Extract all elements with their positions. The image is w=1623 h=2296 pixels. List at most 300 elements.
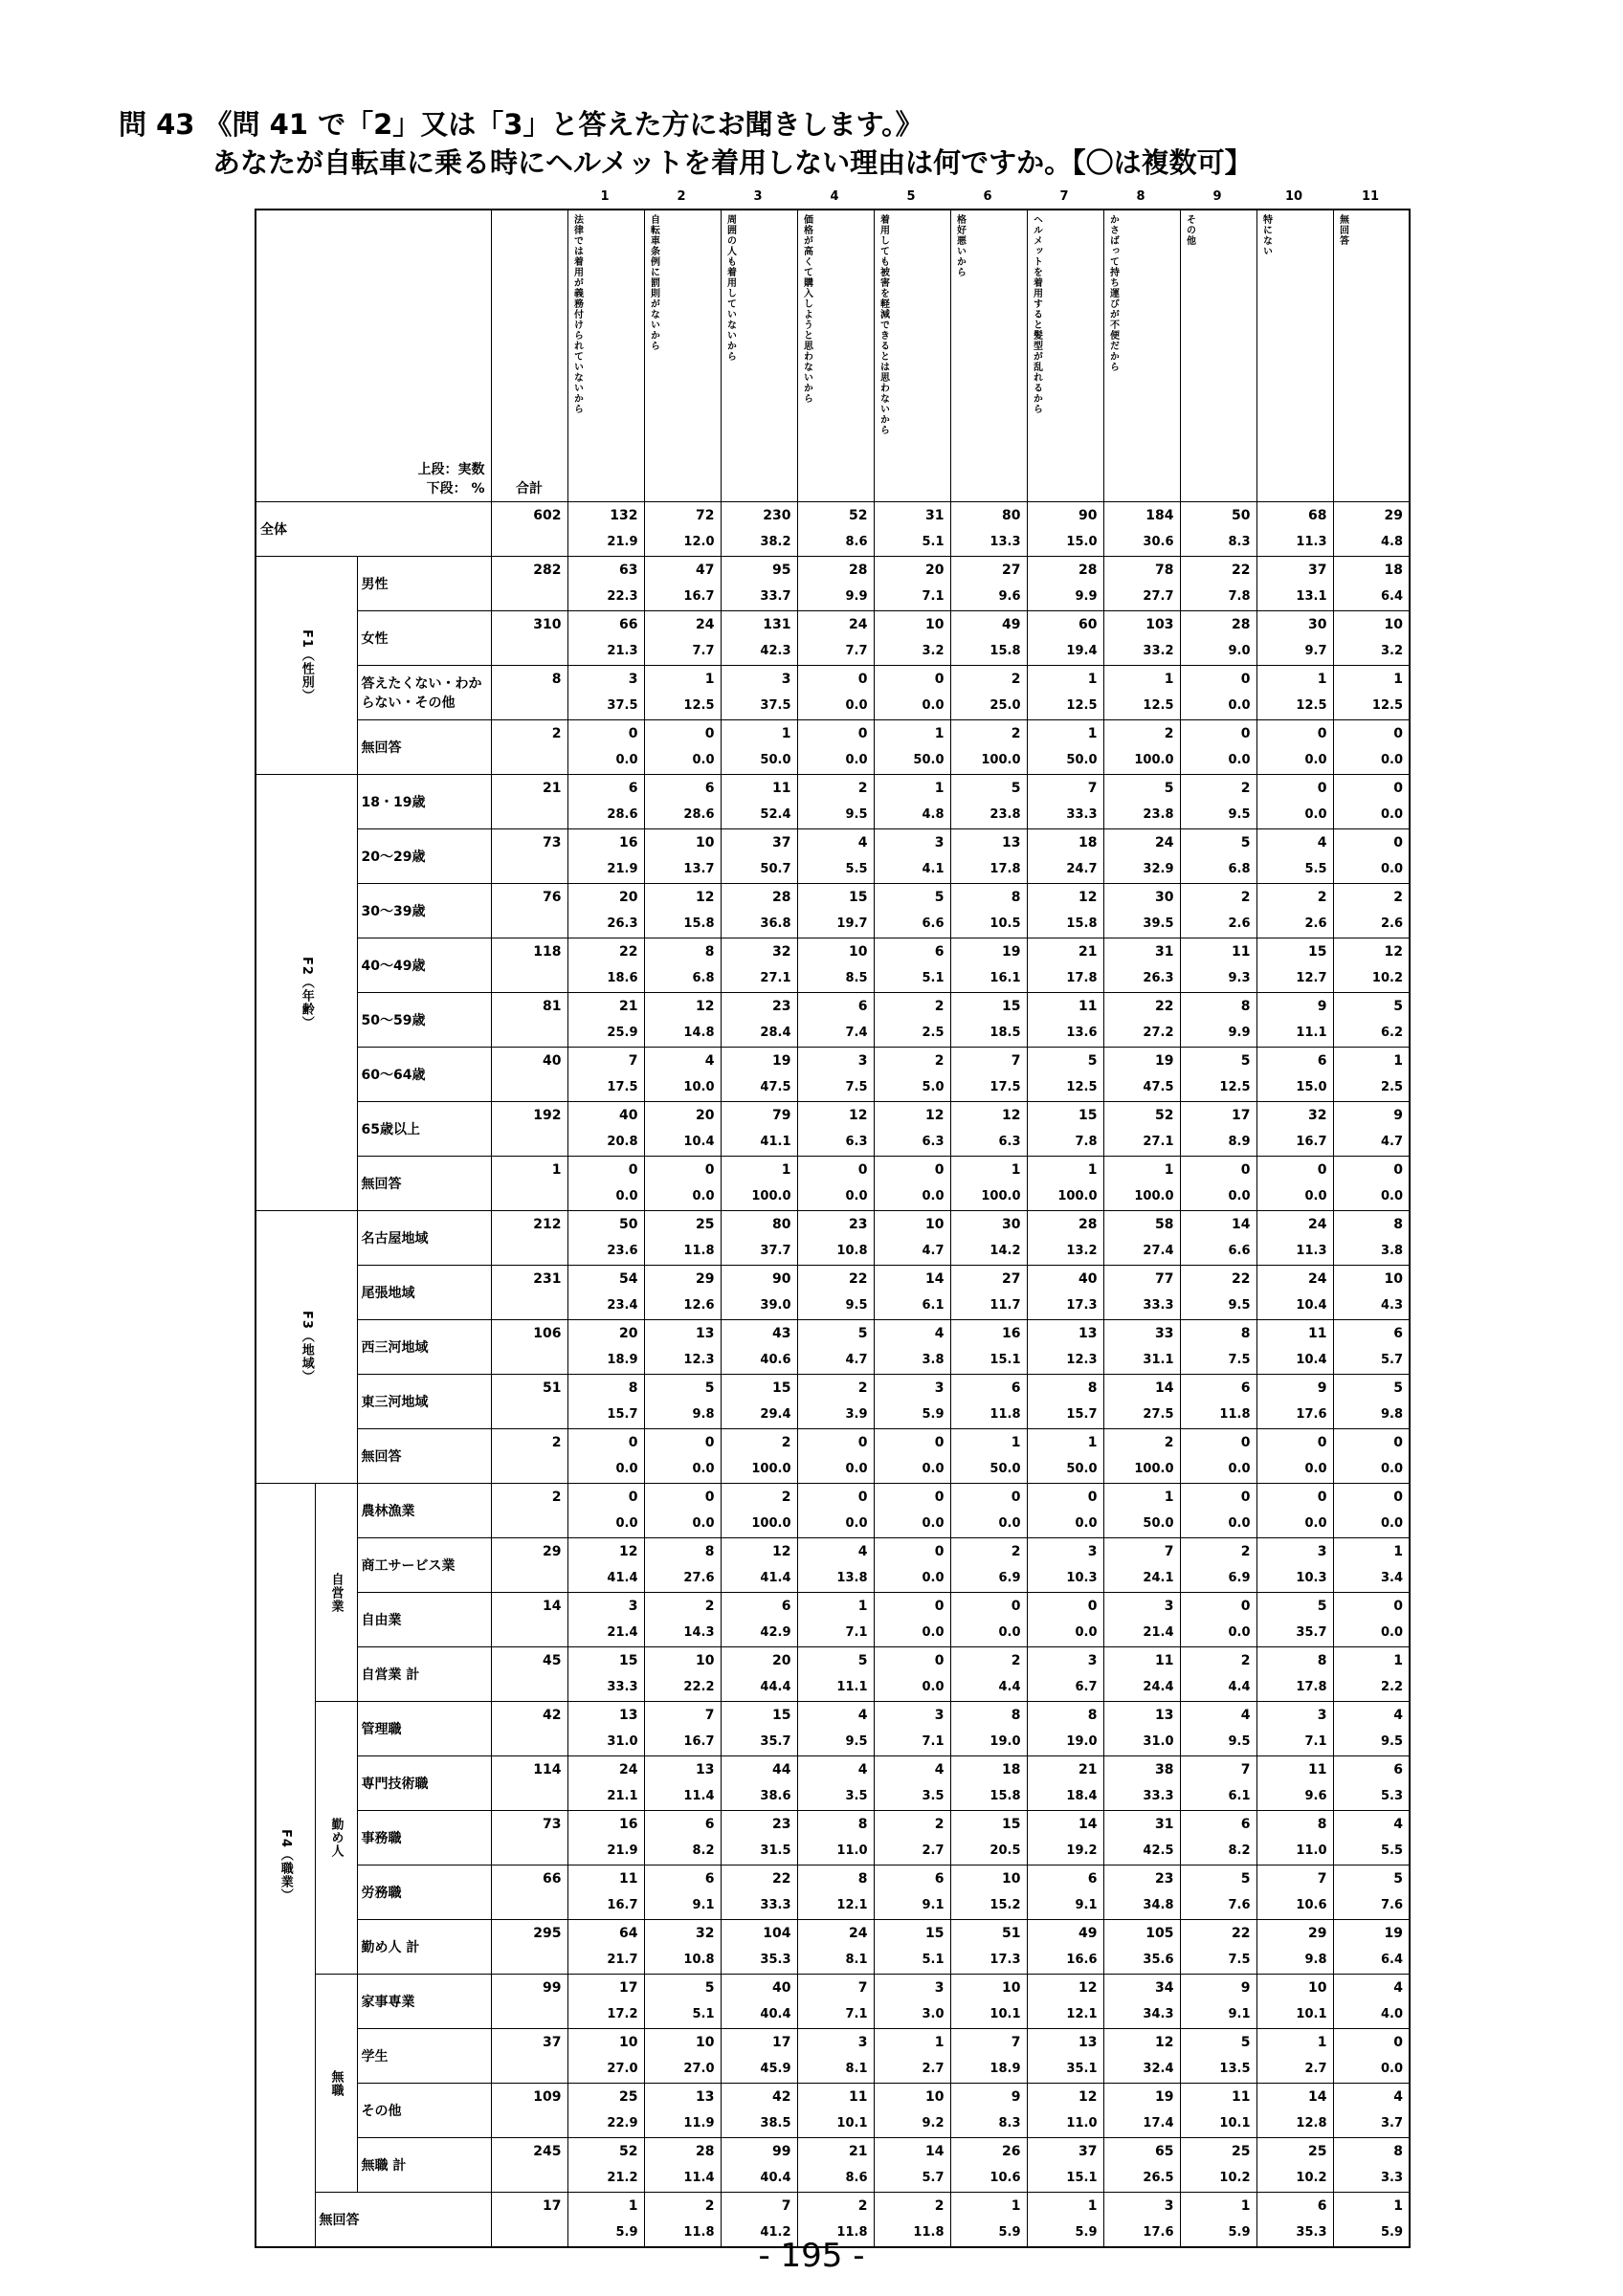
- count-value: 0: [934, 672, 945, 687]
- count-value: 0: [1240, 1599, 1251, 1614]
- count-value: 14: [925, 2144, 945, 2159]
- column-number: 1: [600, 189, 610, 204]
- percent-value: 0.0: [922, 1571, 945, 1585]
- group-label: [256, 1211, 357, 1484]
- percent-value: 12.5: [683, 698, 715, 713]
- percent-value: 9.7: [1304, 644, 1327, 658]
- data-cell: [1180, 1538, 1256, 1593]
- count-value: 131: [763, 617, 791, 632]
- data-cell: [1103, 2029, 1180, 2084]
- data-cell: [644, 993, 721, 1048]
- percent-value: 13.7: [683, 862, 715, 876]
- percent-value: 26.3: [1143, 971, 1174, 985]
- percent-value: 10.0: [683, 1080, 715, 1094]
- percent-value: 28.4: [760, 1026, 791, 1040]
- percent-value: 19.4: [1066, 644, 1098, 658]
- percent-blank: [492, 638, 567, 665]
- percent-value: 2.5: [922, 1026, 945, 1040]
- percent-value: 9.1: [692, 1898, 715, 1912]
- count-value: 4: [857, 1762, 868, 1777]
- data-cell: [567, 1593, 644, 1647]
- percent-value: 16.7: [683, 589, 715, 604]
- count-value: 6: [704, 1871, 715, 1887]
- data-cell: [1180, 829, 1256, 884]
- count-value: 66: [543, 1871, 562, 1887]
- percent-value: 9.0: [1228, 644, 1251, 658]
- count-value: 0: [628, 1162, 638, 1178]
- percent-value: 2.6: [1228, 916, 1251, 931]
- percent-value: 9.1: [922, 1898, 945, 1912]
- row-label: 自営業 計: [357, 1647, 491, 1702]
- column-header: [1103, 210, 1180, 502]
- percent-value: 34.3: [1143, 2007, 1174, 2021]
- count-value: 15: [1078, 1108, 1098, 1123]
- percent-value: 27.7: [1143, 589, 1174, 604]
- count-value: 0: [1393, 1599, 1403, 1614]
- column-number: 2: [677, 189, 686, 204]
- count-value: 10: [696, 835, 715, 850]
- row-label: 無回答: [357, 720, 491, 775]
- percent-blank: [492, 802, 567, 828]
- percent-value: 5.9: [1075, 2225, 1098, 2240]
- percent-value: 44.4: [760, 1680, 791, 1694]
- count-value: 0: [857, 1435, 868, 1450]
- count-value: 4: [1393, 1980, 1403, 1996]
- count-value: 7: [1011, 2035, 1021, 2050]
- percent-value: 0.0: [1228, 1625, 1251, 1640]
- count-value: 11: [1308, 1326, 1327, 1341]
- data-cell: [950, 1375, 1027, 1429]
- percent-value: 50.7: [760, 862, 791, 876]
- count-value: 0: [1317, 726, 1327, 741]
- count-value: 105: [1145, 1926, 1174, 1941]
- table-row: [256, 1211, 1410, 1266]
- percent-value: 2.2: [1380, 1680, 1403, 1694]
- percent-blank: [492, 2001, 567, 2028]
- count-value: 6: [1317, 2198, 1327, 2214]
- percent-value: 16.1: [989, 971, 1021, 985]
- table-row: [256, 611, 1410, 666]
- count-value: 5: [704, 1980, 715, 1996]
- count-value: 0: [934, 1435, 945, 1450]
- data-cell: [797, 1538, 874, 1593]
- count-value: 23: [772, 1817, 791, 1832]
- data-cell: [1180, 1647, 1256, 1702]
- table-row: [256, 938, 1410, 993]
- percent-value: 9.8: [1304, 1953, 1327, 1967]
- percent-value: 3.8: [922, 1353, 945, 1367]
- data-cell: [1256, 1538, 1333, 1593]
- data-cell: [1027, 2084, 1103, 2138]
- percent-value: 22.2: [683, 1680, 715, 1694]
- percent-value: 8.3: [998, 2116, 1021, 2130]
- count-value: 11: [1308, 1762, 1327, 1777]
- count-value: 184: [1145, 508, 1174, 523]
- count-value: 52: [619, 2144, 638, 2159]
- count-value: 3: [628, 672, 638, 687]
- count-value: 64: [619, 1926, 638, 1941]
- percent-value: 20.5: [989, 1843, 1021, 1858]
- data-cell: [1180, 611, 1256, 666]
- count-value: 90: [772, 1271, 791, 1287]
- data-cell: [874, 993, 950, 1048]
- data-cell: [1333, 1102, 1410, 1157]
- count-value: 295: [533, 1926, 562, 1941]
- percent-value: 11.0: [1066, 2116, 1098, 2130]
- count-value: 0: [1011, 1599, 1021, 1614]
- data-cell: [1256, 611, 1333, 666]
- data-cell: [644, 1975, 721, 2029]
- data-cell: [950, 1157, 1027, 1211]
- legend-bottom: 下段： %: [426, 481, 485, 497]
- percent-value: 15.7: [607, 1407, 638, 1422]
- data-cell: [721, 1920, 797, 1975]
- percent-value: 5.9: [1228, 2225, 1251, 2240]
- data-cell: [874, 1920, 950, 1975]
- data-cell: [950, 2138, 1027, 2193]
- percent-blank: [492, 1511, 567, 1537]
- data-cell: [797, 502, 874, 557]
- percent-value: 32.9: [1143, 862, 1174, 876]
- data-cell: [1180, 884, 1256, 938]
- count-value: 28: [1078, 1217, 1098, 1232]
- count-value: 22: [849, 1271, 868, 1287]
- percent-value: 41.2: [760, 2225, 791, 2240]
- percent-value: 15.1: [1066, 2171, 1098, 2185]
- row-label: 商工サービス業: [357, 1538, 491, 1593]
- count-value: 8: [1240, 1326, 1251, 1341]
- data-cell: [1333, 1048, 1410, 1102]
- data-cell: [1027, 1375, 1103, 1429]
- percent-value: 12.8: [1296, 2116, 1327, 2130]
- data-cell: [950, 1211, 1027, 1266]
- data-cell: [567, 557, 644, 611]
- percent-value: 9.9: [845, 589, 868, 604]
- data-cell: [1027, 2138, 1103, 2193]
- column-header: [721, 210, 797, 502]
- total-cell: [491, 502, 567, 557]
- count-value: 245: [533, 2144, 562, 2159]
- group-label-text: F3（地域）: [299, 1311, 314, 1383]
- count-value: 12: [1078, 890, 1098, 905]
- count-value: 0: [704, 1162, 715, 1178]
- percent-value: 3.4: [1380, 1571, 1403, 1585]
- data-cell: [797, 1211, 874, 1266]
- percent-value: 6.1: [922, 1298, 945, 1313]
- count-value: 7: [1011, 1053, 1021, 1069]
- data-cell: [721, 884, 797, 938]
- data-cell: [1180, 1429, 1256, 1484]
- percent-value: 39.0: [760, 1298, 791, 1313]
- table-row: [256, 720, 1410, 775]
- percent-value: 18.9: [607, 1353, 638, 1367]
- data-cell: [874, 1866, 950, 1920]
- count-value: 1: [1317, 2035, 1327, 2050]
- row-label: 無職 計: [357, 2138, 491, 2193]
- data-cell: [567, 1538, 644, 1593]
- count-value: 40: [1078, 1271, 1098, 1287]
- table-row: [256, 1266, 1410, 1320]
- data-cell: [721, 1756, 797, 1811]
- data-cell: [567, 1266, 644, 1320]
- table-row: [256, 1975, 1410, 2029]
- percent-value: 13.1: [1296, 589, 1327, 604]
- count-value: 3: [1087, 1653, 1098, 1668]
- count-value: 12: [696, 999, 715, 1014]
- count-value: 2: [934, 1053, 945, 1069]
- count-value: 10: [696, 2035, 715, 2050]
- count-value: 8: [628, 1380, 638, 1396]
- data-cell: [1333, 775, 1410, 829]
- data-cell: [721, 2029, 797, 2084]
- percent-value: 100.0: [1134, 753, 1174, 767]
- percent-value: 5.5: [1304, 862, 1327, 876]
- data-cell: [721, 557, 797, 611]
- data-cell: [1027, 1920, 1103, 1975]
- percent-value: 8.2: [692, 1843, 715, 1858]
- column-header: [874, 210, 950, 502]
- row-label: 女性: [357, 611, 491, 666]
- data-cell: [1180, 557, 1256, 611]
- count-value: 3: [1164, 2198, 1174, 2214]
- percent-value: 6.9: [998, 1571, 1021, 1585]
- percent-value: 0.0: [1380, 1625, 1403, 1640]
- data-cell: [874, 557, 950, 611]
- data-cell: [950, 611, 1027, 666]
- count-value: 0: [934, 1162, 945, 1178]
- percent-value: 15.2: [989, 1898, 1021, 1912]
- column-header-text: その他: [1184, 214, 1195, 246]
- percent-value: 10.5: [989, 916, 1021, 931]
- percent-value: 5.1: [692, 2007, 715, 2021]
- count-value: 22: [1232, 1271, 1251, 1287]
- data-cell: [644, 1702, 721, 1756]
- data-cell: [644, 1811, 721, 1866]
- data-cell: [1103, 1320, 1180, 1375]
- percent-value: 4.7: [922, 1244, 945, 1258]
- column-header-text: 特にない: [1260, 214, 1272, 256]
- count-value: 54: [619, 1271, 638, 1287]
- percent-blank: [492, 584, 567, 610]
- percent-value: 0.0: [692, 1516, 715, 1531]
- percent-value: 10.3: [1296, 1571, 1327, 1585]
- percent-value: 27.0: [683, 2062, 715, 2076]
- data-cell: [567, 829, 644, 884]
- percent-value: 17.6: [1143, 2225, 1174, 2240]
- count-value: 5: [934, 890, 945, 905]
- count-value: 10: [925, 2089, 945, 2105]
- percent-value: 4.3: [1380, 1298, 1403, 1313]
- data-cell: [1027, 611, 1103, 666]
- percent-blank: [492, 1074, 567, 1101]
- data-cell: [950, 557, 1027, 611]
- percent-value: 10.8: [683, 1953, 715, 1967]
- percent-value: 0.0: [922, 1462, 945, 1476]
- percent-value: 19.2: [1066, 1843, 1098, 1858]
- count-value: 20: [925, 563, 945, 578]
- count-value: 12: [1002, 1108, 1021, 1123]
- percent-value: 9.5: [845, 807, 868, 822]
- percent-value: 3.7: [1380, 2116, 1403, 2130]
- percent-value: 9.8: [1380, 1407, 1403, 1422]
- percent-value: 5.1: [922, 1953, 945, 1967]
- count-value: 0: [1240, 672, 1251, 687]
- data-cell: [1333, 1157, 1410, 1211]
- percent-value: 12.3: [1066, 1353, 1098, 1367]
- legend-top: 上段：実数: [417, 462, 485, 477]
- count-value: 12: [1078, 2089, 1098, 2105]
- count-value: 51: [543, 1380, 562, 1396]
- percent-value: 15.8: [1066, 916, 1098, 931]
- percent-value: 100.0: [751, 1462, 791, 1476]
- data-cell: [1103, 775, 1180, 829]
- column-header: [644, 210, 721, 502]
- percent-value: 47.5: [1143, 1080, 1174, 1094]
- percent-value: 8.3: [1228, 535, 1251, 549]
- data-cell: [797, 1647, 874, 1702]
- data-cell: [797, 1048, 874, 1102]
- data-cell: [1333, 1647, 1410, 1702]
- percent-value: 17.8: [989, 862, 1021, 876]
- data-cell: [1103, 1484, 1180, 1538]
- total-cell: [491, 666, 567, 720]
- data-cell: [1027, 829, 1103, 884]
- data-cell: [644, 1538, 721, 1593]
- count-value: 40: [543, 1053, 562, 1069]
- count-value: 11: [849, 2089, 868, 2105]
- count-value: 31: [925, 508, 945, 523]
- total-cell: [491, 1538, 567, 1593]
- count-value: 12: [1384, 944, 1403, 960]
- percent-value: 5.9: [922, 1407, 945, 1422]
- row-label: 管理職: [357, 1702, 491, 1756]
- data-cell: [1180, 2029, 1256, 2084]
- data-cell: [1180, 993, 1256, 1048]
- data-cell: [567, 1866, 644, 1920]
- count-value: 11: [772, 781, 791, 796]
- data-cell: [797, 2084, 874, 2138]
- data-cell: [874, 1048, 950, 1102]
- data-cell: [874, 1538, 950, 1593]
- percent-value: 21.4: [1143, 1625, 1174, 1640]
- percent-value: 14.2: [989, 1244, 1021, 1258]
- percent-value: 7.5: [845, 1080, 868, 1094]
- data-cell: [1180, 1811, 1256, 1866]
- percent-value: 11.8: [683, 1244, 715, 1258]
- count-value: 6: [1393, 1326, 1403, 1341]
- data-cell: [1180, 1048, 1256, 1102]
- count-value: 6: [704, 781, 715, 796]
- percent-value: 9.6: [1304, 1789, 1327, 1803]
- data-cell: [1103, 2084, 1180, 2138]
- count-value: 15: [925, 1926, 945, 1941]
- data-cell: [1103, 1975, 1180, 2029]
- percent-value: 27.0: [607, 2062, 638, 2076]
- data-cell: [1027, 1266, 1103, 1320]
- percent-value: 3.2: [1380, 644, 1403, 658]
- data-cell: [1103, 1920, 1180, 1975]
- percent-value: 31.0: [1143, 1734, 1174, 1749]
- percent-value: 33.7: [760, 589, 791, 604]
- data-cell: [721, 1866, 797, 1920]
- row-label: 無回答: [357, 1429, 491, 1484]
- percent-value: 10.1: [1219, 2116, 1251, 2130]
- data-cell: [1256, 1866, 1333, 1920]
- data-cell: [1103, 829, 1180, 884]
- row-label: 労務職: [357, 1866, 491, 1920]
- count-value: 2: [1011, 726, 1021, 741]
- count-value: 11: [1155, 1653, 1174, 1668]
- data-cell: [1256, 1484, 1333, 1538]
- count-value: 2: [934, 1817, 945, 1832]
- data-cell: [1103, 502, 1180, 557]
- count-value: 8: [1087, 1708, 1098, 1723]
- data-cell: [1256, 502, 1333, 557]
- data-cell: [721, 1429, 797, 1484]
- data-cell: [644, 1593, 721, 1647]
- count-value: 15: [619, 1653, 638, 1668]
- data-cell: [644, 1866, 721, 1920]
- count-value: 5: [1240, 1871, 1251, 1887]
- data-cell: [1333, 1811, 1410, 1866]
- percent-blank: [492, 1183, 567, 1210]
- count-value: 7: [781, 2198, 791, 2214]
- data-cell: [721, 1647, 797, 1702]
- percent-value: 9.3: [1228, 971, 1251, 985]
- column-number: 6: [983, 189, 992, 204]
- count-value: 9: [1011, 2089, 1021, 2105]
- count-value: 2: [1393, 890, 1403, 905]
- percent-value: 100.0: [1134, 1189, 1174, 1203]
- count-value: 3: [857, 2035, 868, 2050]
- row-label: 尾張地域: [357, 1266, 491, 1320]
- count-value: 3: [857, 1053, 868, 1069]
- data-cell: [721, 720, 797, 775]
- data-cell: [1027, 1211, 1103, 1266]
- count-value: 3: [628, 1599, 638, 1614]
- count-value: 0: [1393, 835, 1403, 850]
- count-value: 7: [1240, 1762, 1251, 1777]
- data-cell: [721, 2084, 797, 2138]
- count-value: 11: [1078, 999, 1098, 1014]
- data-cell: [950, 829, 1027, 884]
- percent-value: 6.8: [1228, 862, 1251, 876]
- table-row: [256, 1756, 1410, 1811]
- percent-value: 13.6: [1066, 1026, 1098, 1040]
- percent-value: 3.5: [845, 1789, 868, 1803]
- count-value: 2: [704, 2198, 715, 2214]
- percent-value: 10.6: [1296, 1898, 1327, 1912]
- count-value: 0: [704, 726, 715, 741]
- percent-value: 10.1: [1296, 2007, 1327, 2021]
- data-cell: [567, 1102, 644, 1157]
- count-value: 99: [772, 2144, 791, 2159]
- percent-value: 17.6: [1296, 1407, 1327, 1422]
- count-value: 77: [1155, 1271, 1174, 1287]
- row-label: 20～29歳: [357, 829, 491, 884]
- data-cell: [1180, 1866, 1256, 1920]
- data-cell: [721, 993, 797, 1048]
- percent-value: 21.9: [607, 862, 638, 876]
- row-label: 男性: [357, 557, 491, 611]
- count-value: 1: [934, 781, 945, 796]
- count-value: 18: [1002, 1762, 1021, 1777]
- count-value: 24: [849, 1926, 868, 1941]
- data-cell: [950, 938, 1027, 993]
- data-cell: [721, 1102, 797, 1157]
- percent-value: 9.8: [692, 1407, 715, 1422]
- count-value: 6: [934, 1871, 945, 1887]
